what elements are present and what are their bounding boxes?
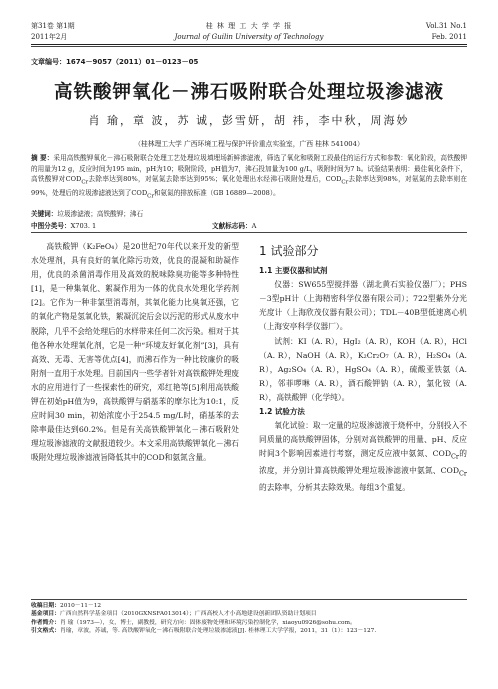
method-sub-2: Cr	[459, 469, 467, 478]
footnote-label: 作者简介：	[31, 619, 60, 626]
header-volume-en: Vol.31 No.1	[425, 22, 467, 30]
footnote-author	[31, 619, 467, 627]
footnote-text: 广西自然科学基金项目（2010GXNSFA013014）；广西高校人才小高地建设创新团队资助计划项目	[60, 611, 317, 618]
header-date-en: Feb. 2011	[431, 33, 467, 41]
abstract-sub-2: Cr	[341, 179, 349, 186]
author-list: 肖 瑜，章 波，苏 诚，彭雪妍，胡 祎，李中秋，周海妙	[88, 114, 410, 127]
clc-label: 中图分类号：	[31, 222, 71, 230]
footnote-label: 基金项目：	[31, 611, 60, 618]
footnote-text: 2010－11－12	[60, 603, 102, 609]
header-date: 2011年2月	[31, 33, 68, 41]
footnotes	[31, 602, 467, 635]
article-number-text: 文章编号：1674－9057（2011）01－0123－05	[31, 58, 199, 66]
footnote-rule	[31, 599, 467, 600]
right-column	[259, 240, 467, 495]
header-journal-cn: 桂 林 理 工 大 学 学 报	[205, 22, 293, 30]
header-volume: 第31卷 第1期	[31, 22, 75, 30]
paper-title: 高铁酸钾氧化－沸石吸附联合处理垃圾渗滤液	[53, 82, 444, 103]
keywords	[31, 208, 143, 218]
footnote-text: 肖 瑜（1973—），女，博士，副教授，研究方向：固体废物处理和环境污染控制化学，xiaoyu0926@sohu.com。	[60, 619, 356, 626]
header-rule-thin	[31, 46, 467, 47]
instruments-paragraph: 仪器：SW655型搅拌器（湖北黄石实验仪器厂）；PHS－3型pH计（上海精密科学仪器有限公司）；722型紫外分光光度计（上海欣茂仪器有限公司）；TDL－40B型低速离心机（上海安亭科学仪器厂）。	[259, 280, 467, 332]
method-paragraph	[259, 419, 467, 495]
reagents-paragraph: 试剂：KI（A. R），HgI₂（A. R），KOH（A. R），HCl（A. R），NaOH（A. R），K₂Cr₂O₇（A. R），H₂SO₄（A. R），Ag₂SO₄（A. R），HgSO₄（A. R），硫酸亚铁氨（A. R），邻菲啰啉（A. R），酒石酸钾钠（A. R），氯化铵（A. R），高铁酸钾（化学纯）。	[259, 336, 467, 402]
abstract-sub-1: Cr	[81, 179, 89, 186]
footnote-received	[31, 602, 467, 610]
abstract-sub-3: Cr	[147, 193, 154, 200]
method-text-2: 的浓度，并分别计算高铁酸钾处理垃圾渗滤液中氨氮、COD	[259, 449, 467, 475]
footnote-label: 收稿日期：	[31, 603, 60, 609]
section-heading: 1 试验部分	[259, 244, 319, 258]
abstract-label: 摘 要：	[31, 154, 54, 162]
abstract	[31, 153, 467, 202]
footnote-funding	[31, 610, 467, 618]
abstract-text: 采用高铁酸钾氧化－沸石吸附联合处理工艺处理垃圾填埋场新鲜渗滤液，筛选了氧化和吸附工段最佳的运行方式和参数：氧化阶段，高铁酸钾的用量为12 g，反应时间为195 min，pH为10；吸附阶段，pH值为7，沸石投加量为100 g/L，吸附时间为7 h。试验结果表明：最佳氧化条件下，高铁酸钾对COD	[31, 154, 468, 183]
doc-code	[212, 220, 256, 230]
method-text-3: 的去除率，分析其去除效果。每组3个重复。	[259, 482, 410, 492]
method-text: 氧化试验：取一定量的垃圾渗滤液于烧杯中，分别投入不同质量的高铁酸钾固体，分别对高铁酸钾的用量、pH、反应时间3个影响因素进行考察，测定反应液中氨氮、COD	[259, 421, 467, 459]
footnote-citation	[31, 627, 467, 635]
header-rule	[31, 44, 467, 45]
clc-text: X703. 1	[70, 222, 97, 230]
article-number	[31, 57, 198, 67]
subsection-1-2: 1.2 试验方法	[259, 407, 305, 417]
abstract-text-2: 去除率达到80%，对氨氮去除率达到95%；氧化处理出水经沸石吸附处理后，COD	[88, 175, 342, 183]
footnote-label: 引文格式：	[31, 627, 60, 634]
affiliation: （桂林理工大学 广西环境工程与保护评价重点实验室，广西 桂林 541004）	[134, 140, 364, 148]
abstract-rule	[31, 232, 467, 233]
method-sub-1: Cr	[451, 452, 459, 461]
intro-paragraph: 高铁酸钾（K₂FeO₄）是20世纪70年代以来开发的新型水处理剂，具有良好的氧化除污功效，优良的混凝和助凝作用，优良的杀菌消毒作用及高效的脱味除臭功能等多种特性[1]，是一种集氧化、絮凝作用为一体的优良水处理化学药剂[2]。它作为一种非氯型消毒剂，其氧化能力比臭氧还强，它的氧化产物是氢氧化铁，絮凝沉淀后会以污泥的形式从废水中脱除，几乎不会给处理后的水样带来任何二次污染。相对于其他各种水处理氧化剂，它是一种“环境友好氧化剂”[3]，具有高效、无毒、无害等优点[4]，而沸石作为一种比较廉价的吸附剂一直用于水处理。目前国内一些学者针对高铁酸钾处理废水的应用进行了一些探索性的研究，邓红艳等[5]利用高铁酸钾在初始pH值为9，高铁酸钾与硝基苯的摩尔比为10:1，反应时间30 min，初始浓度小于254.5 mg/L时，硝基苯的去除率最佳达到60.2%。但是有关高铁酸钾氧化－沸石吸附处理垃圾渗滤液的文献报道较少。本文采用高铁酸钾氧化－沸石吸附处理垃圾渗滤液旨降低其中的COD和氨氮含量。	[31, 242, 239, 463]
abstract-text-4: 和氨氮的排放标准（GB 16889—2008）。	[153, 188, 280, 197]
header-journal-en: Journal of Guilin University of Technology	[174, 33, 324, 41]
abstract-text-3: 去除率达到98%，对氨氮的去除率则在99%，处理后的垃圾渗滤液达到了COD	[31, 175, 467, 197]
keywords-label: 关键词：	[31, 210, 58, 218]
footnote-text: 肖瑜，章波，苏诚，等. 高铁酸钾氧化－沸石吸附联合处理垃圾渗滤液[J]. 桂林理工大学学报，2011，31（1）：123－127.	[60, 627, 377, 634]
clc-number	[31, 220, 96, 230]
doc-code-label: 文献标志码：	[212, 222, 252, 230]
subsection-1-1: 1.1 主要仪器和试剂	[259, 266, 328, 276]
doc-code-text: A	[251, 222, 257, 230]
left-column	[31, 240, 239, 466]
keywords-text: 垃圾渗滤液；高铁酸钾；沸石	[57, 210, 144, 218]
